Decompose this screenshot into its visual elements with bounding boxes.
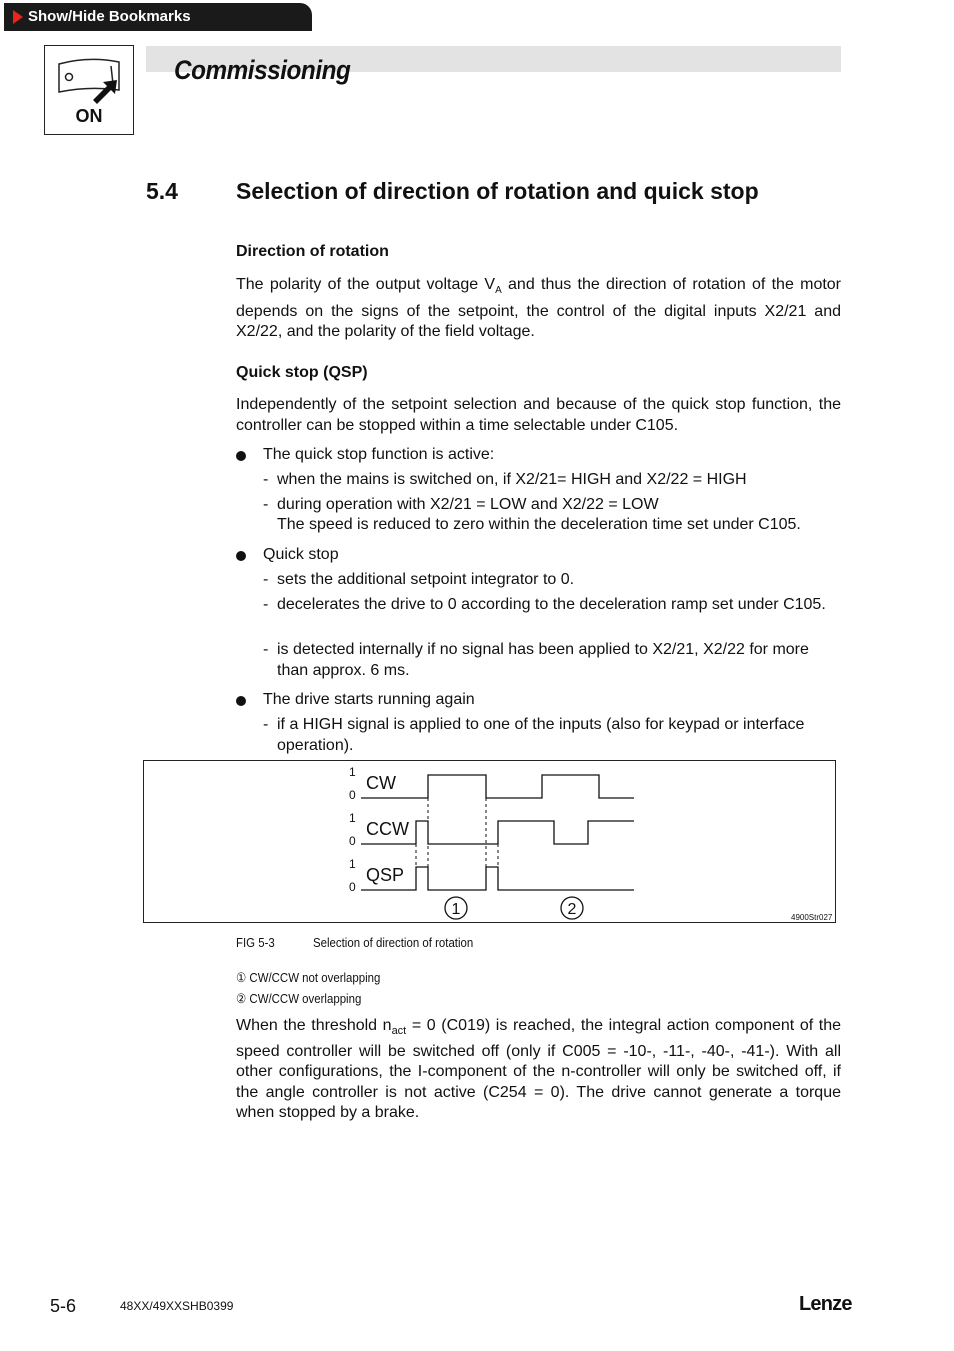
signal-ccw-label: CCW [366, 819, 409, 839]
legend-item: ① CW/CCW not overlapping [236, 970, 381, 985]
dash-marker: - [263, 571, 269, 588]
sub-text: during operation with X2/21 = LOW and X2/22 = LOW [277, 496, 659, 513]
chapter-title: Commissioning [174, 55, 351, 85]
cw-waveform [361, 775, 634, 798]
dash-marker: - [263, 716, 269, 733]
dash-marker: - [263, 496, 269, 513]
bullet-text: The drive starts running again [263, 691, 475, 708]
level-low-label: 0 [349, 880, 356, 894]
level-high-label: 1 [349, 857, 356, 871]
direction-subscript: A [495, 285, 502, 297]
figure-caption: Selection of direction of rotation [313, 935, 474, 950]
show-hide-bookmarks-button[interactable] [4, 3, 312, 31]
threshold-text-a: When the threshold n [236, 1017, 392, 1034]
signal-cw-label: CW [366, 773, 396, 793]
level-high-label: 1 [349, 811, 356, 825]
page-number: 5-6 [50, 1296, 77, 1316]
sub-text: decelerates the drive to 0 according to the deceleration ramp set under C105. [277, 596, 826, 613]
section-title: Selection of direction of rotation and quick stop [236, 178, 759, 204]
bullet-icon [236, 551, 246, 561]
level-high-label: 1 [349, 765, 356, 779]
on-switch-box [44, 45, 134, 135]
figure-code: 4900Str027 [791, 913, 833, 922]
direction-paragraph [236, 275, 841, 343]
sub-text: if a HIGH signal is applied to one of the inputs (also for keypad or interface operation). [277, 716, 805, 754]
bullet-icon [236, 451, 246, 461]
dash-marker: - [263, 471, 269, 488]
legend-item: ② CW/CCW overlapping [236, 991, 362, 1006]
threshold-subscript: act [391, 1025, 407, 1038]
sub-text: when the mains is switched on, if X2/21= HIGH and X2/22 = HIGH [277, 471, 747, 488]
dash-marker: - [263, 641, 269, 658]
lenze-logo: Lenze [799, 1293, 852, 1315]
timing-diagram-svg [144, 761, 837, 924]
sub-text: sets the additional setpoint integrator to 0. [277, 571, 575, 588]
bullet-text: The quick stop function is active: [263, 446, 495, 463]
direction-heading: Direction of rotation [236, 243, 389, 260]
dash-marker: - [263, 596, 269, 613]
document-code: 48XX/49XXSHB0399 [120, 1299, 234, 1313]
threshold-text-b: = 0 (C019) is reached, the integral action component of the speed controller will be switched off (only if C005 = -10-, -11-, -40-, -41-). With all other configurations, the I-component of the n-controller will only be switched off, if the angle controller is not active (C254 = 0). The drive cannot generate a torque when stopped by a brake. [236, 1017, 841, 1122]
marker-label: 1 [451, 901, 461, 918]
figure-label: FIG 5-3 [236, 935, 275, 950]
direction-text-b: and thus the direction of rotation of the motor depends on the signs of the setpoint, the control of the digital inputs X2/21 and X2/22, and the polarity of the field voltage. [236, 276, 842, 341]
marker-label: 2 [567, 901, 577, 918]
bookmarks-label: Show/Hide Bookmarks [28, 8, 191, 25]
bullet-icon [236, 696, 246, 706]
power-switch-icon [53, 52, 127, 106]
threshold-paragraph [236, 1016, 841, 1124]
direction-text-a: The polarity of the output voltage V [236, 276, 496, 293]
triangle-right-icon [13, 10, 23, 24]
section-number: 5.4 [146, 178, 178, 204]
timing-diagram [143, 760, 836, 923]
sub-text: The speed is reduced to zero within the deceleration time set under C105. [277, 516, 801, 533]
on-label: ON [75, 106, 103, 126]
qsp-heading: Quick stop (QSP) [236, 364, 368, 381]
signal-qsp-label: QSP [366, 865, 405, 885]
level-low-label: 0 [349, 788, 356, 802]
qsp-intro: Independently of the setpoint selection and because of the quick stop function, the controller can be stopped within a time selectable under C105. [236, 396, 841, 434]
level-low-label: 0 [349, 834, 356, 848]
bullet-text: Quick stop [263, 546, 339, 563]
sub-text: is detected internally if no signal has been applied to X2/21, X2/22 for more than approx. 6 ms. [277, 641, 809, 679]
